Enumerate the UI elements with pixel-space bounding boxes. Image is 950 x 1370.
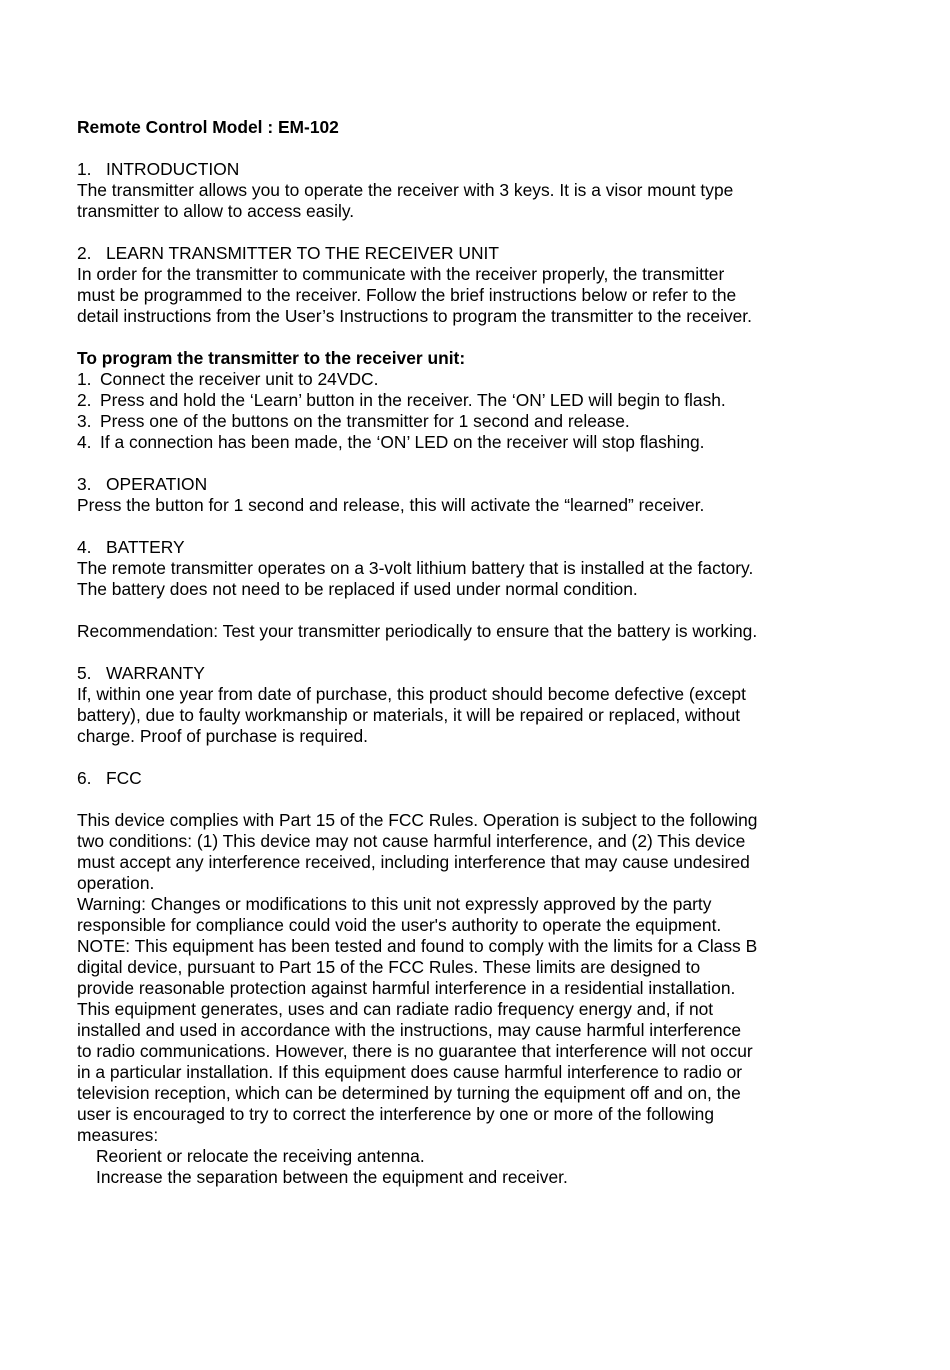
paragraph-line: charge. Proof of purchase is required. xyxy=(77,726,368,746)
paragraph-line: operation. xyxy=(77,873,155,893)
paragraph-line: television reception, which can be determined by turning the equipment off and on, the xyxy=(77,1083,741,1103)
battery-recommendation: Recommendation: Test your transmitter periodically to ensure that the battery is working. xyxy=(77,621,758,641)
paragraph-line: user is encouraged to try to correct the interference by one or more of the following xyxy=(77,1104,715,1124)
paragraph-line: digital device, pursuant to Part 15 of the FCC Rules. These limits are designed to xyxy=(77,957,701,977)
paragraph-line: installed and used in accordance with the instructions, may cause harmful interference xyxy=(77,1020,742,1040)
step-number: 4. xyxy=(77,432,92,452)
section-heading-operation xyxy=(77,474,817,495)
step-number: 3. xyxy=(77,411,92,431)
section-heading-warranty xyxy=(77,663,817,684)
document-title: Remote Control Model : EM-102 xyxy=(77,117,339,137)
section-heading-learn xyxy=(77,243,817,264)
section-battery xyxy=(77,537,817,642)
step-text: Connect the receiver unit to 24VDC. xyxy=(100,369,379,389)
section-title: LEARN TRANSMITTER TO THE RECEIVER UNIT xyxy=(106,243,499,263)
paragraph-line: NOTE: This equipment has been tested and found to comply with the limits for a Class B xyxy=(77,936,758,956)
section-number: 1. xyxy=(77,159,92,179)
section-heading-battery xyxy=(77,537,817,558)
section-title: FCC xyxy=(106,768,142,788)
paragraph-line: This equipment generates, uses and can radiate radio frequency energy and, if not xyxy=(77,999,714,1019)
paragraph-line: The remote transmitter operates on a 3-volt lithium battery that is installed at the factory. xyxy=(77,558,754,578)
section-title: OPERATION xyxy=(106,474,208,494)
section-heading-fcc xyxy=(77,768,817,789)
paragraph-line: If, within one year from date of purchase, this product should become defective (except xyxy=(77,684,746,704)
paragraph-line: This device complies with Part 15 of the FCC Rules. Operation is subject to the following xyxy=(77,810,758,830)
paragraph-line: The transmitter allows you to operate the receiver with 3 keys. It is a visor mount type xyxy=(77,180,734,200)
paragraph-line: Warning: Changes or modifications to this unit not expressly approved by the party xyxy=(77,894,712,914)
step-number: 1. xyxy=(77,369,92,389)
section-warranty xyxy=(77,663,817,747)
step-text: If a connection has been made, the ‘ON’ LED on the receiver will stop flashing. xyxy=(100,432,705,452)
program-step xyxy=(77,432,817,453)
section-number: 2. xyxy=(77,243,92,263)
step-number: 2. xyxy=(77,390,92,410)
section-number: 3. xyxy=(77,474,92,494)
paragraph-line: transmitter to allow to access easily. xyxy=(77,201,355,221)
paragraph-line: responsible for compliance could void the user's authority to operate the equipment. xyxy=(77,915,722,935)
section-fcc xyxy=(77,768,817,1188)
program-step xyxy=(77,369,817,390)
section-heading-introduction xyxy=(77,159,817,180)
section-number: 5. xyxy=(77,663,92,683)
step-text: Press and hold the ‘Learn’ button in the receiver. The ‘ON’ LED will begin to flash. xyxy=(100,390,726,410)
section-title: WARRANTY xyxy=(106,663,205,683)
paragraph-line: measures: xyxy=(77,1125,159,1145)
fcc-measure-item: Increase the separation between the equipment and receiver. xyxy=(96,1167,568,1187)
paragraph-line: must be programmed to the receiver. Follow the brief instructions below or refer to the xyxy=(77,285,737,305)
section-introduction xyxy=(77,159,817,222)
paragraph-line: provide reasonable protection against harmful interference in a residential installation. xyxy=(77,978,736,998)
section-number: 6. xyxy=(77,768,92,788)
section-title: BATTERY xyxy=(106,537,185,557)
paragraph-line: in a particular installation. If this equipment does cause harmful interference to radio or xyxy=(77,1062,743,1082)
document-page xyxy=(77,117,817,1188)
step-text: Press one of the buttons on the transmitter for 1 second and release. xyxy=(100,411,630,431)
section-learn-transmitter xyxy=(77,243,817,453)
program-step xyxy=(77,411,817,432)
paragraph-line: detail instructions from the User’s Instructions to program the transmitter to the receiver. xyxy=(77,306,752,326)
paragraph-line: to radio communications. However, there is no guarantee that interference will not occur xyxy=(77,1041,753,1061)
paragraph-line: two conditions: (1) This device may not cause harmful interference, and (2) This device xyxy=(77,831,746,851)
paragraph-line: In order for the transmitter to communicate with the receiver properly, the transmitter xyxy=(77,264,725,284)
fcc-measure-item: Reorient or relocate the receiving antenna. xyxy=(96,1146,425,1166)
paragraph-line: must accept any interference received, including interference that may cause undesired xyxy=(77,852,750,872)
program-instructions-heading: To program the transmitter to the receiver unit: xyxy=(77,348,466,368)
section-operation xyxy=(77,474,817,516)
program-step xyxy=(77,390,817,411)
section-number: 4. xyxy=(77,537,92,557)
section-title: INTRODUCTION xyxy=(106,159,240,179)
paragraph-line: battery), due to faulty workmanship or materials, it will be repaired or replaced, without xyxy=(77,705,741,725)
paragraph-line: Press the button for 1 second and release, this will activate the “learned” receiver. xyxy=(77,495,705,515)
paragraph-line: The battery does not need to be replaced if used under normal condition. xyxy=(77,579,638,599)
